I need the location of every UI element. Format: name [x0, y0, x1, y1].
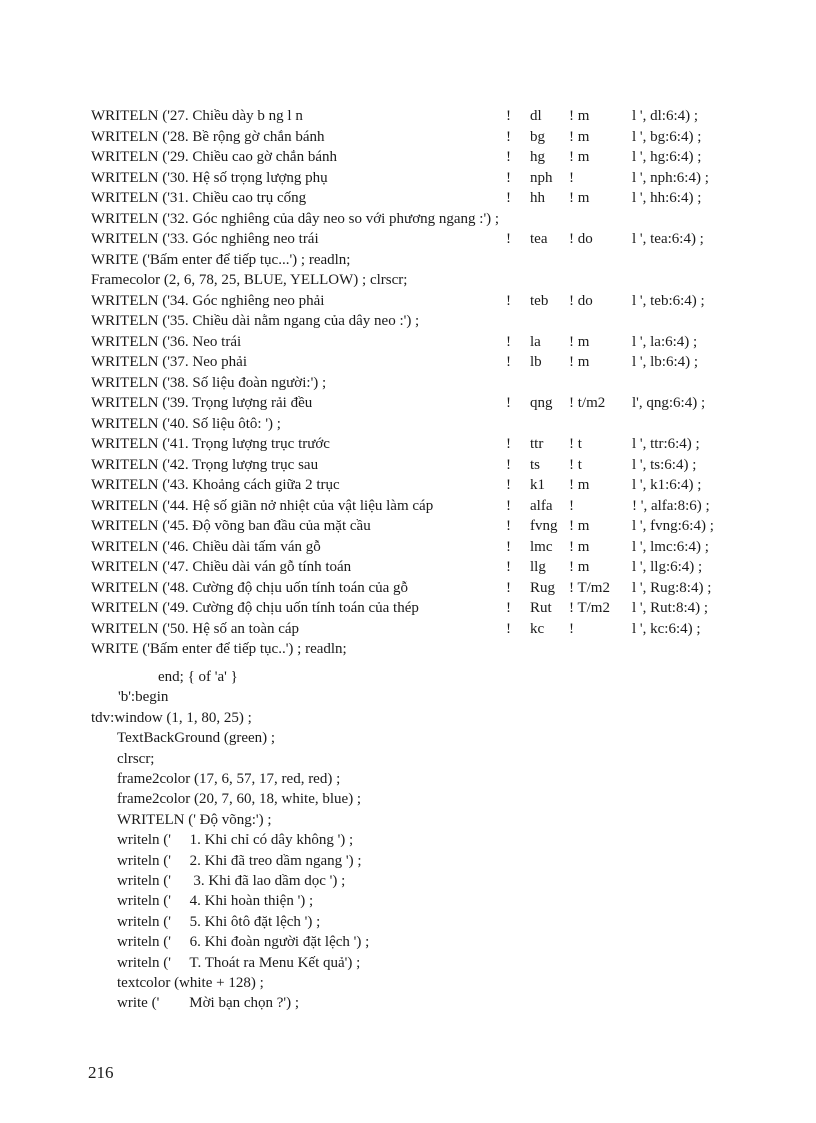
code-line: WRITELN ('35. Chiều dài nằm ngang của dây neo :') ;: [91, 313, 420, 329]
code-column-c4: l ', fvng:6:4) ;: [632, 518, 714, 534]
code-column-c1: !: [506, 477, 511, 493]
code-column-c1: !: [506, 436, 511, 452]
code-column-c1: !: [506, 231, 511, 247]
code-column-c1: !: [506, 579, 511, 596]
code-column-c1: !: [506, 149, 511, 165]
code-column-c1: !: [506, 190, 511, 206]
code-column-c1: !: [506, 559, 511, 575]
code-column-c1: !: [506, 395, 511, 411]
code-column-c4: l ', bg:6:4) ;: [632, 128, 702, 145]
code-line: WRITELN ('38. Số liệu đoàn người:') ;: [91, 374, 327, 391]
code-column-c3: ! m: [569, 333, 590, 350]
code-column-c3: ! m: [569, 518, 590, 534]
code-column-c3: ! m: [569, 538, 590, 555]
code-line: WRITELN ('36. Neo trái: [91, 333, 242, 350]
code-column-c3: ! m: [569, 354, 590, 370]
code-column-c4: l ', dl:6:4) ;: [632, 108, 699, 124]
code-column-c4: l', qng:6:4) ;: [632, 395, 706, 411]
code-line: WRITELN ('34. Góc nghiêng neo phải: [91, 292, 325, 309]
code-column-c4: l ', kc:6:4) ;: [632, 620, 701, 637]
code-column-c3: ! do: [569, 292, 593, 309]
code-column-c4: l ', ttr:6:4) ;: [632, 436, 700, 452]
code-column-c1: !: [506, 108, 511, 124]
code-line: tdv:window (1, 1, 80, 25) ;: [91, 709, 252, 726]
code-column-c2: nph: [530, 169, 553, 186]
code-line: WRITELN ('48. Cường độ chịu uốn tính toán của gỗ: [91, 579, 409, 596]
code-column-c2: qng: [530, 395, 553, 411]
code-column-c2: Rug: [530, 579, 556, 596]
code-line: writeln (' 6. Khi đoàn người đặt lệch ') ;: [117, 934, 370, 951]
code-column-c4: l ', ts:6:4) ;: [632, 456, 697, 473]
code-line: WRITELN ('31. Chiều cao trụ cống: [91, 190, 307, 206]
code-line: WRITELN ('44. Hệ số giãn nở nhiệt của vật liệu làm cáp: [91, 497, 434, 514]
code-column-c2: Rut: [530, 600, 552, 616]
code-line: WRITELN (' Độ võng:') ;: [117, 811, 272, 828]
code-column-c2: dl: [530, 108, 542, 124]
code-column-c1: !: [506, 292, 511, 309]
code-column-c3: ! m: [569, 477, 590, 493]
code-column-c2: tea: [530, 231, 548, 247]
code-column-c2: ttr: [530, 436, 544, 452]
code-column-c1: !: [506, 620, 511, 637]
code-line: WRITELN ('47. Chiều dài ván gỗ tính toán: [91, 559, 352, 575]
code-line: WRITELN ('28. Bề rộng gờ chắn bánh: [91, 128, 325, 145]
code-line: WRITELN ('46. Chiều dài tấm ván gỗ: [91, 538, 321, 555]
code-line: WRITE ('Bấm enter để tiếp tục..') ; readln;: [91, 641, 347, 657]
code-line: clrscr;: [117, 750, 155, 767]
code-line: writeln (' 2. Khi đã treo dầm ngang ') ;: [117, 852, 362, 869]
code-column-c3: ! T/m2: [569, 579, 610, 596]
code-line: WRITELN ('37. Neo phải: [91, 354, 247, 370]
code-column-c2: ts: [530, 456, 541, 473]
code-column-c2: k1: [530, 477, 545, 493]
code-column-c2: llg: [530, 559, 546, 575]
code-column-c3: ! t: [569, 436, 582, 452]
code-column-c1: !: [506, 456, 511, 473]
code-column-c4: l ', nph:6:4) ;: [632, 169, 709, 186]
code-line: WRITELN ('41. Trọng lượng trục trước: [91, 436, 330, 452]
code-column-c3: ! m: [569, 149, 590, 165]
code-line: WRITELN ('50. Hệ số an toàn cáp: [91, 620, 300, 637]
code-line: writeln (' 4. Khi hoàn thiện ') ;: [117, 893, 314, 910]
code-column-c2: teb: [530, 292, 549, 309]
code-line: 'b':begin: [118, 689, 169, 706]
code-line: WRITELN ('27. Chiều dày b ng l n: [91, 108, 303, 124]
code-column-c3: ! m: [569, 108, 590, 124]
code-line: textcolor (white + 128) ;: [117, 975, 264, 991]
code-column-c3: ! do: [569, 231, 593, 247]
code-column-c1: !: [506, 497, 511, 514]
code-line: TextBackGround (green) ;: [117, 730, 276, 747]
code-line: WRITELN ('40. Số liệu ôtô: ') ;: [91, 415, 281, 432]
code-column-c2: alfa: [530, 497, 553, 514]
code-column-c4: l ', llg:6:4) ;: [632, 559, 703, 575]
code-column-c1: !: [506, 354, 511, 370]
code-column-c2: bg: [530, 128, 545, 145]
code-column-c2: lb: [530, 354, 542, 370]
code-column-c3: !: [569, 620, 574, 637]
code-line: end; { of 'a' }: [158, 669, 238, 685]
code-column-c4: ! ', alfa:8:6) ;: [632, 497, 710, 514]
code-line: WRITELN ('29. Chiều cao gờ chắn bánh: [91, 149, 337, 165]
code-column-c3: ! m: [569, 559, 590, 575]
code-column-c2: hg: [530, 149, 545, 165]
code-column-c3: ! t: [569, 456, 582, 473]
code-line: WRITELN ('45. Độ võng ban đầu của mặt cầu: [91, 518, 371, 534]
code-column-c2: hh: [530, 190, 545, 206]
code-line: WRITELN ('49. Cường độ chịu uốn tính toán của thép: [91, 600, 419, 616]
code-column-c4: l ', Rut:8:4) ;: [632, 600, 709, 616]
code-column-c3: !: [569, 169, 574, 186]
code-line: WRITELN ('42. Trọng lượng trục sau: [91, 456, 319, 473]
page-number: 216: [88, 1063, 114, 1082]
code-line: WRITELN ('33. Góc nghiêng neo trái: [91, 231, 319, 247]
code-column-c2: fvng: [530, 518, 558, 534]
code-column-c4: l ', Rug:8:4) ;: [632, 579, 712, 596]
code-column-c3: ! m: [569, 128, 590, 145]
code-column-c4: l ', la:6:4) ;: [632, 333, 698, 350]
code-column-c1: !: [506, 333, 511, 350]
code-column-c3: ! m: [569, 190, 590, 206]
code-line: writeln (' 1. Khi chỉ có dây không ') ;: [117, 832, 354, 849]
code-line: writeln (' 5. Khi ôtô đặt lệch ') ;: [117, 913, 321, 930]
code-column-c2: kc: [530, 620, 545, 637]
code-column-c2: la: [530, 333, 541, 350]
code-line: WRITE ('Bấm enter để tiếp tục...') ; readln;: [91, 251, 351, 268]
code-column-c1: !: [506, 128, 511, 145]
code-column-c1: !: [506, 518, 511, 534]
code-column-c3: !: [569, 497, 574, 514]
code-line: writeln (' T. Thoát ra Menu Kết quả') ;: [117, 954, 361, 971]
code-column-c1: !: [506, 600, 511, 616]
code-line: WRITELN ('32. Góc nghiêng của dây neo so với phương ngang :') ;: [91, 210, 500, 227]
code-line: WRITELN ('43. Khoảng cách giữa 2 trục: [91, 477, 340, 493]
code-column-c3: ! T/m2: [569, 600, 610, 616]
code-column-c3: ! t/m2: [569, 395, 606, 411]
code-line: writeln (' 3. Khi đã lao dầm dọc ') ;: [117, 873, 346, 889]
code-column-c1: !: [506, 169, 511, 186]
code-column-c1: !: [506, 538, 511, 555]
code-line: WRITELN ('30. Hệ số trọng lượng phụ: [91, 169, 328, 186]
code-column-c4: l ', lmc:6:4) ;: [632, 538, 709, 555]
code-column-c2: lmc: [530, 538, 553, 555]
code-column-c4: l ', k1:6:4) ;: [632, 477, 702, 493]
code-line: WRITELN ('39. Trọng lượng rải đều: [91, 395, 313, 411]
code-column-c4: l ', hg:6:4) ;: [632, 149, 702, 165]
code-column-c4: l ', hh:6:4) ;: [632, 190, 702, 206]
code-column-c4: l ', lb:6:4) ;: [632, 354, 699, 370]
code-column-c4: l ', tea:6:4) ;: [632, 231, 704, 247]
code-line: frame2color (17, 6, 57, 17, red, red) ;: [117, 771, 341, 787]
code-line: write (' Mời bạn chọn ?') ;: [117, 995, 300, 1012]
code-column-c4: l ', teb:6:4) ;: [632, 292, 705, 309]
code-line: Framecolor (2, 6, 78, 25, BLUE, YELLOW) ; clrscr;: [91, 272, 408, 288]
code-line: frame2color (20, 7, 60, 18, white, blue) ;: [117, 791, 362, 808]
